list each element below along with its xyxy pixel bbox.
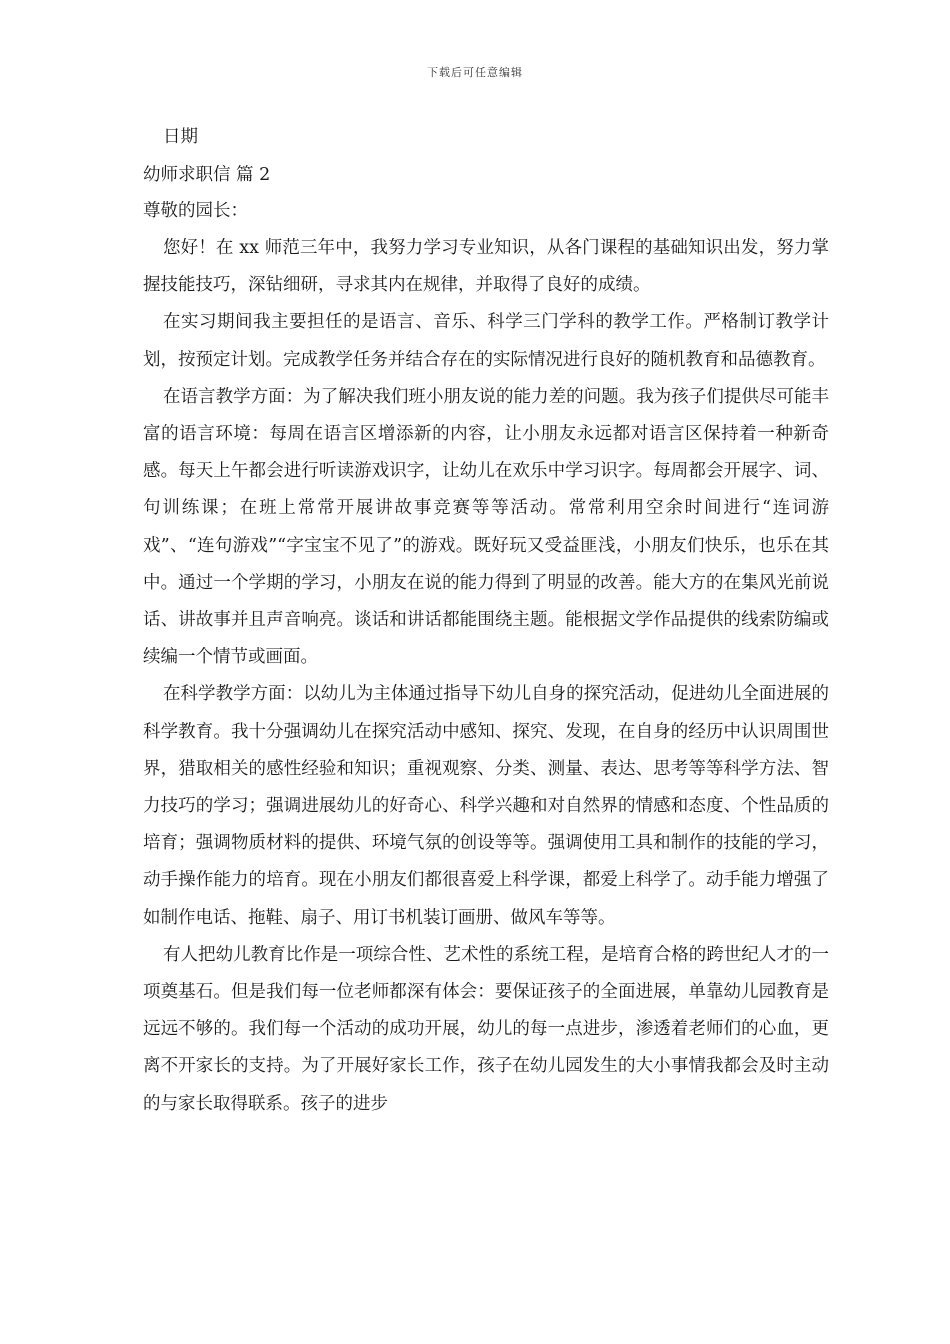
paragraph-internship: 在实习期间我主要担任的是语言、音乐、科学三门学科的教学工作。严格制订教学计划，按预定计划。完成教学任务并结合存在的实际情况进行良好的随机教育和品德教育。 <box>143 312 829 370</box>
paragraph-intro: 您好！在 xx 师范三年中，我努力学习专业知识，从各门课程的基础知识出发，努力掌握技能技巧，深钻细研，寻求其内在规律，并取得了良好的成绩。 <box>143 238 829 296</box>
letter-title: 幼师求职信 篇 2 <box>143 165 271 185</box>
paragraph-science-teaching: 在科学教学方面：以幼儿为主体通过指导下幼儿自身的探究活动，促进幼儿全面进展的科学教育。我十分强调幼儿在探究活动中感知、探究、发现，在自身的经历中认识周围世界，猎取相关的感性经验和知识；重视观察、分类、测量、表达、思考等等科学方法、智力技巧的学习；强调进展幼儿的好奇心、科学兴趣和对自然界的情感和态度、个性品质的培育；强调物质材料的提供、环境气氛的创设等等。强调使用工具和制作的技能的学习，动手操作能力的培育。现在小朋友们都很喜爱上科学课，都爱上科学了。动手能力增强了如制作电话、拖鞋、扇子、用订书机装订画册、做风车等等。 <box>143 684 829 928</box>
paragraph-language-teaching: 在语言教学方面：为了解决我们班小朋友说的能力差的问题。我为孩子们提供尽可能丰富的语言环境：每周在语言区增添新的内容，让小朋友永远都对语言区保持着一种新奇感。每天上午都会进行听读游戏识字，让幼儿在欢乐中学习识字。每周都会开展字、词、句训练课；在班上常常开展讲故事竞赛等等活动。常常利用空余时间进行“连词游戏”、“连句游戏”“字宝宝不见了”的游戏。既好玩又受益匪浅，小朋友们快乐，也乐在其中。通过一个学期的学习，小朋友在说的能力得到了明显的改善。能大方的在集风光前说话、讲故事并且声音响亮。谈话和讲话都能围绕主题。能根据文学作品提供的线索防编或续编一个情节或画面。 <box>143 386 829 668</box>
date-line: 日期 <box>163 127 198 147</box>
paragraph-parent-work: 有人把幼儿教育比作是一项综合性、艺术性的系统工程，是培育合格的跨世纪人才的一项奠基石。但是我们每一位老师都深有体会：要保证孩子的全面进展，单靠幼儿园教育是远远不够的。我们每一个活动的成功开展，幼儿的每一点进步，渗透着老师们的心血，更离不开家长的支持。为了开展好家长工作，孩子在幼儿园发生的大小事情我都会及时主动的与家长取得联系。孩子的进步 <box>143 944 829 1114</box>
greeting: 尊敬的园长： <box>143 201 248 221</box>
letter-body <box>143 122 829 1123</box>
header-note: 下载后可任意编辑 <box>427 66 523 79</box>
